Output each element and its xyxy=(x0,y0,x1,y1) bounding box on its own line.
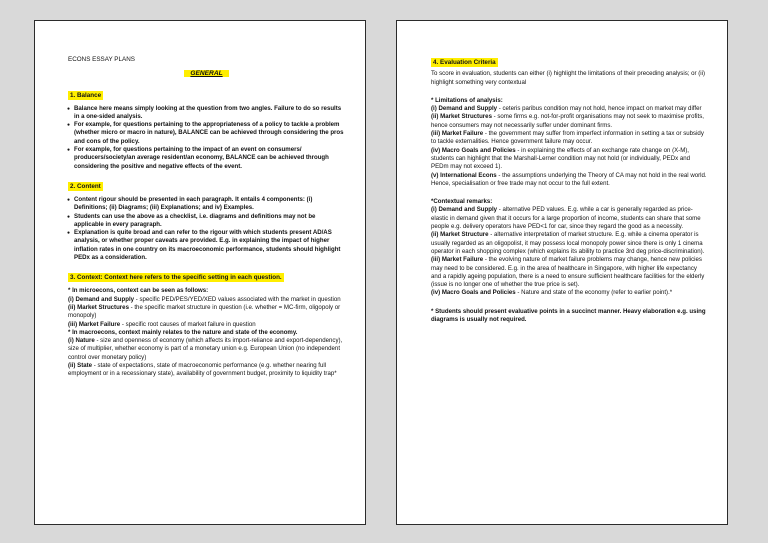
document-page-left xyxy=(34,20,366,525)
item-text: - the government may suffer from imperfect information in setting a tax or subsidy to tackle externalities. Hence government failure may occur. xyxy=(431,130,704,146)
item-label: (iii) Market Failure xyxy=(431,256,484,264)
item-label: (i) Demand and Supply xyxy=(431,206,498,214)
item-text: - the specific market structure in question (i.e. whether = MC-firm, oligopoly or monopoly) xyxy=(68,303,341,320)
item-label: (ii) Market Structures xyxy=(431,113,492,121)
bullet-point: ● Students can use the above as a checklist, i.e. diagrams and definitions may not be applicable in every paragraph. xyxy=(68,213,345,230)
paragraph xyxy=(431,289,707,297)
paragraph xyxy=(431,130,707,147)
paragraph xyxy=(431,147,707,172)
item-text: - the assumptions underlying the Theory of CA may not hold in the real world. Hence, specialisation or free trade may not occur to the full extent. xyxy=(431,171,707,187)
document-page-right xyxy=(396,20,728,525)
contextual-block xyxy=(431,198,707,298)
closing-note: * Students should present evaluative points in a succinct manner. Heavy elaboration e.g. using diagrams is usually not required. xyxy=(431,307,706,324)
bullet-point: ● For example, for questions pertaining to the impact of an event on consumers/ producers/society/an average resident/an economy, BALANCE can be achieved through considering the positive and negative effects of the event. xyxy=(68,146,345,171)
paragraph xyxy=(431,172,707,189)
item-text: - the evolving nature of market failure problems may change, hence new policies may need to be considered. E.g. in the area of healthcare in Singapore, with higher life expectancy and a rapidly ageing population, there is a need to ensure sufficient healthcare facilities for the elderly (issue is no longer one of whether the true price is set). xyxy=(431,256,705,289)
section-content xyxy=(68,182,345,262)
contextual-title: *Contextual remarks: xyxy=(431,198,493,206)
section-context xyxy=(68,273,345,378)
item-label: (ii) State xyxy=(68,362,93,370)
item-text: - state of expectations, state of macroeconomic performance (e.g. whether nearing full employment or in a recessionary state), availability of government budget, proximity to liquidity trap* xyxy=(68,362,337,378)
item-label: (iii) Market Failure xyxy=(431,130,484,138)
paragraph xyxy=(431,113,707,130)
macro-intro: * In macroecons, context mainly relates to the nature and state of the economy. xyxy=(68,328,298,336)
paragraph xyxy=(431,231,707,256)
item-label: (i) Nature xyxy=(68,337,95,345)
section-heading: 2. Content xyxy=(70,182,101,190)
item-label: (i) Demand and Supply xyxy=(68,295,135,303)
item-label: (iv) Macro Goals and Policies xyxy=(431,146,516,154)
paragraph xyxy=(68,362,345,379)
section-heading: 3. Context: Context here refers to the specific setting in each question. xyxy=(70,274,282,282)
item-text: - some firms e.g. not-for-profit organisations may not seek to maximise profits, hence consumers may not necessarily suffer under dominant firms. xyxy=(431,113,704,129)
item-text: - alternative PED values. E.g. while a car is generally regarded as price-elastic in demand given that it occurs for a large proportion of income, students can share that some people e.g. delivery operators have PED<1 for car, since they regard the good as a necessity. xyxy=(431,206,701,231)
item-label: (ii) Market Structure xyxy=(431,231,489,239)
item-text: - size and openness of economy (which affects its import-reliance and export-dependency), size of multiplier, whether economy is part of a monetary union e.g. European Union (no independent control over monetary policy) xyxy=(68,337,343,361)
title-wrapper xyxy=(68,70,345,78)
limitations-title: * Limitations of analysis: xyxy=(431,96,503,104)
document-title: GENERAL xyxy=(184,70,228,77)
section-balance xyxy=(68,91,345,171)
item-text: - Nature and state of the economy (refer to earlier point).* xyxy=(515,289,673,297)
item-label: (ii) Market Structures xyxy=(68,303,129,311)
item-label: (iii) Market Failure xyxy=(68,320,121,328)
paragraph xyxy=(431,256,707,289)
document-header: ECONS ESSAY PLANS xyxy=(68,56,135,63)
paragraph xyxy=(68,337,345,362)
paragraph xyxy=(68,296,345,304)
bullet-point: ● Balance here means simply looking at the question from two angles. Failure to do so results in a one-sided analysis. xyxy=(68,105,345,122)
item-label: (v) International Econs xyxy=(431,171,497,179)
bullet-point: ● Explanation is quite broad and can refer to the rigour with which students present AD/AS analysis, or whether proper caveats are provided. E.g. in explaining the impact of higher inflation rates in one country on its macroeconomic performance, students should highlight PEDx as a consideration. xyxy=(68,229,345,262)
bullet-point: ● Content rigour should be presented in each paragraph. It entails 4 components: (i) Definitions; (ii) Diagrams; (iii) Explanations; and iv) Examples. xyxy=(68,196,345,213)
paragraph xyxy=(431,105,707,113)
micro-intro: * In microecons, context can be seen as follows: xyxy=(68,287,209,295)
paragraph xyxy=(68,304,345,321)
section-heading: 1. Balance xyxy=(70,91,102,99)
paragraph xyxy=(68,321,345,329)
evaluation-intro: To score in evaluation, students can either (i) highlight the limitations of their preceding analysis; or (ii) highlight something very contextual xyxy=(431,70,706,86)
item-text: - alternative interpretation of market structure. E.g. while a cinema operator is usually regarded as an oligopolist, it may possess local monopoly power since there is only 1 cinema operator in each shopping complex (which explains its ability to practice 3rd deg price-discrimination). xyxy=(431,231,705,255)
item-text: - ceteris paribus condition may not hold, hence impact on market may differ xyxy=(497,105,702,113)
paragraph xyxy=(431,206,707,231)
bullet-point: ● For example, for questions pertaining to the appropriateness of a policy to tackle a problem (whether micro or macro in nature), BALANCE can be achieved through considering the pros and cons of the policy. xyxy=(68,121,345,146)
item-text: - specific PED/PES/YED/XED values associated with the market in question xyxy=(134,295,341,303)
section-heading: 4. Evaluation Criteria xyxy=(433,59,496,66)
item-label: (i) Demand and Supply xyxy=(431,105,498,113)
item-text: - specific root causes of market failure in question xyxy=(120,320,256,328)
item-label: (iv) Macro Goals and Policies xyxy=(431,289,516,297)
item-text: - in explaining the effects of an exchange rate change on (X-M), students can highlight that the Marshall-Lerner condition may not hold (or individually, PEDx and PEDm may not exceed 1). xyxy=(431,146,691,171)
limitations-block xyxy=(431,97,707,188)
